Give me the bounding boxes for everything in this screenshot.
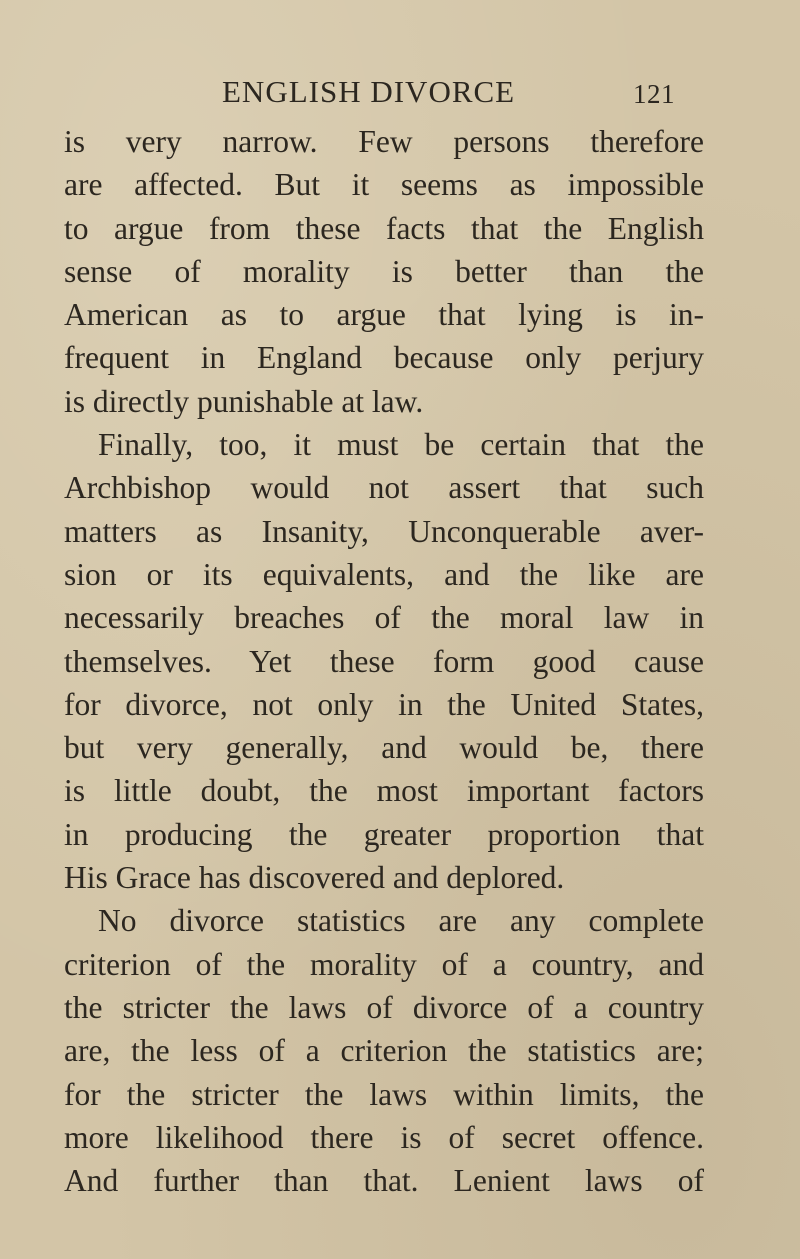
text-line: but very generally, and would be, there [64,730,704,766]
text-line: is very narrow. Few persons therefore [64,124,704,159]
text-line: His Grace has discovered and deplored. [64,860,565,896]
paragraph-first-line: No divorce statistics are any complete [98,903,704,939]
body-text [64,120,704,1202]
text-line: American as to argue that lying is in- [64,297,704,333]
text-line: sion or its equivalents, and the like are [64,556,704,592]
text-line: criterion of the morality of a country, and [64,946,704,982]
text-line: more likelihood there is of secret offence. [64,1119,704,1155]
text-line: Archbishop would not assert that such [64,470,704,506]
text-line: matters as Insanity, Unconquerable aver- [64,513,704,549]
text-line: are affected. But it seems as impossible [64,167,704,203]
text-line: frequent in England because only perjury [64,340,704,376]
text-line: for divorce, not only in the United States, [64,686,704,722]
text-line: for the stricter the laws within limits, the [64,1076,704,1112]
text-line: in producing the greater proportion that [64,816,704,852]
text-line: is little doubt, the most important factors [64,773,704,809]
page-number: 121 [633,79,675,109]
text-line: to argue from these facts that the English [64,210,704,246]
paragraph-first-line: Finally, too, it must be certain that the [98,427,704,463]
running-title: ENGLISH DIVORCE [222,74,516,109]
text-line: sense of morality is better than the [64,253,704,289]
text-line: are, the less of a criterion the statistics are; [64,1033,704,1069]
text-line: necessarily breaches of the moral law in [64,600,704,636]
running-head [0,72,800,112]
text-line: is directly punishable at law. [64,383,424,419]
text-line: themselves. Yet these form good cause [64,643,704,679]
text-line: the stricter the laws of divorce of a country [64,989,704,1025]
text-line: And further than that. Lenient laws of [64,1163,704,1199]
